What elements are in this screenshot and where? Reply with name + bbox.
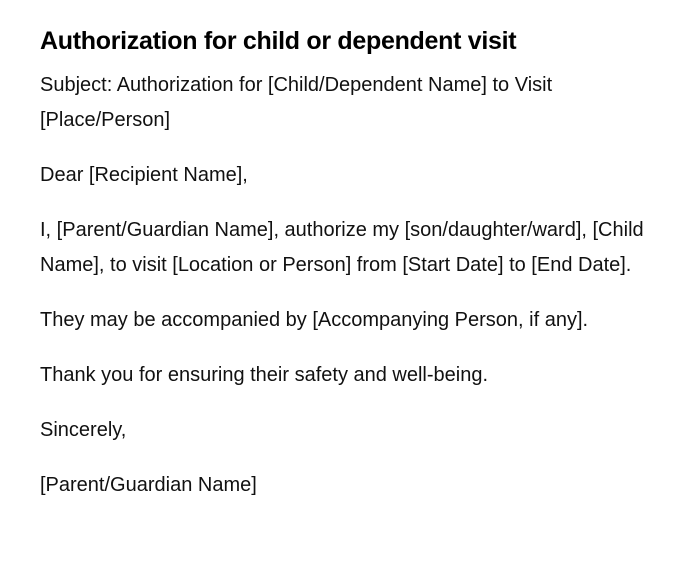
subject-line: Subject: Authorization for [Child/Dependent Name] to Visit [Place/Person] [40, 74, 553, 131]
signature: [Parent/Guardian Name] [40, 474, 257, 496]
document-title: Authorization for child or dependent visit [40, 27, 517, 55]
salutation: Dear [Recipient Name], [40, 164, 248, 186]
thanks-paragraph: Thank you for ensuring their safety and well-being. [40, 364, 489, 386]
accompaniment-paragraph: They may be accompanied by [Accompanying Person, if any]. [40, 309, 589, 331]
letter-document [40, 24, 660, 503]
authorization-paragraph: I, [Parent/Guardian Name], authorize my [son/daughter/ward], [Child Name], to visit [Location or Person] from [Start Date] to [End Date]. [40, 219, 644, 276]
closing: Sincerely, [40, 419, 127, 441]
